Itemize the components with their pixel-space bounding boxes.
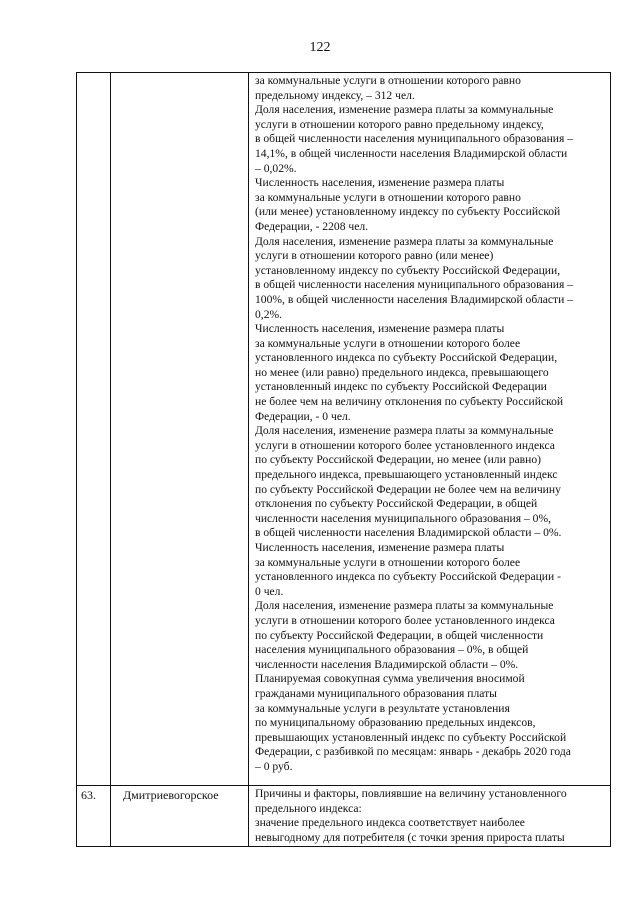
text-line: услуги в отношении которого равно предельному индексу, — [255, 117, 544, 131]
text-line: но менее (или равно) предельного индекса, превышающего — [255, 365, 549, 379]
text-line: Численность населения, изменение размера платы — [255, 322, 505, 336]
text-line: Федерации, - 2208 чел. — [255, 219, 369, 233]
text-line: в общей численности населения муниципального образования – — [255, 278, 574, 292]
text-line: – 0,02%. — [255, 161, 297, 175]
text-line: предельному индексу, – 312 чел. — [255, 88, 415, 102]
text-line: за коммунальные услуги в результате установления — [255, 701, 510, 715]
text-line: за коммунальные услуги в отношении которого равно — [255, 74, 521, 87]
text-line: за коммунальные услуги в отношении которого равно — [255, 190, 521, 204]
text-line: превышающих установленный индекс по субъекту Российской — [255, 730, 567, 744]
text-line: установленного индекса по субъекту Российской Федерации, — [255, 351, 558, 365]
description-cell — [249, 786, 611, 847]
text-line: за коммунальные услуги в отношении которого более — [255, 336, 521, 350]
text-line: по субъекту Российской Федерации, в общей численности — [255, 628, 544, 642]
text-line: Численность населения, изменение размера платы — [255, 176, 505, 190]
text-line: в общей численности населения муниципального образования – — [255, 132, 574, 146]
description-text — [249, 73, 610, 775]
text-line: услуги в отношении которого равно (или менее) — [255, 249, 494, 263]
text-line: Федерации, - 0 чел. — [255, 409, 351, 423]
municipality-cell: Дмитриевогорское — [111, 786, 249, 847]
description-text — [249, 786, 610, 845]
text-line: численности населения Владимирской области – 0%. — [255, 657, 519, 671]
text-line: 0 чел. — [255, 584, 284, 598]
text-line: не более чем на величину отклонения по субъекту Российской — [255, 395, 564, 409]
text-line: по субъекту Российской Федерации, но менее (или равно) — [255, 453, 541, 467]
text-line: отклонения по субъекту Российской Федерации, в общей — [255, 497, 538, 511]
municipal-index-table — [76, 72, 611, 847]
text-line: 100%, в общей численности населения Владимирской области – — [255, 292, 574, 306]
text-line: 14,1%, в общей численности населения Владимирской области — [255, 146, 568, 160]
text-line: населения муниципального образования – 0%, в общей — [255, 643, 529, 657]
text-line: – 0 руб. — [255, 759, 293, 773]
text-line: установленного индекса по субъекту Российской Федерации - — [255, 570, 561, 584]
text-line: невыгодному для потребителя (с точки зрения прироста платы — [255, 830, 565, 844]
table-row — [77, 786, 611, 847]
text-line: Федерации, с разбивкой по месяцам: январь - декабрь 2020 года — [255, 745, 571, 759]
text-line: услуги в отношении которого более установленного индекса — [255, 613, 555, 627]
text-line: за коммунальные услуги в отношении которого более — [255, 555, 521, 569]
text-line: установленному индексу по субъекту Российской Федерации, — [255, 263, 561, 277]
text-line: по муниципальному образованию предельных индексов, — [255, 716, 536, 730]
text-line: Доля населения, изменение размера платы за коммунальные — [255, 424, 554, 438]
text-line: 0,2%. — [255, 307, 283, 321]
row-index-cell: 63. — [77, 786, 111, 847]
text-line: в общей численности населения Владимирской области – 0%. — [255, 526, 562, 540]
text-line: Численность населения, изменение размера платы — [255, 541, 505, 554]
text-line: гражданами муниципального образования платы — [255, 686, 497, 700]
text-line: предельного индекса, превышающего установленный индекс — [255, 468, 558, 482]
table-row — [77, 73, 611, 786]
text-line: услуги в отношении которого более установленного индекса — [255, 438, 555, 452]
text-line: (или менее) установленному индексу по субъекту Российской — [255, 205, 561, 219]
text-line: Доля населения, изменение размера платы за коммунальные — [255, 234, 554, 248]
text-line: Доля населения, изменение размера платы за коммунальные — [255, 103, 554, 117]
description-cell — [249, 73, 611, 786]
text-line: предельного индекса: — [255, 801, 362, 815]
text-line: численности населения муниципального образования – 0%, — [255, 511, 552, 525]
text-line: значение предельного индекса соответствует наиболее — [255, 816, 525, 830]
text-line: Причины и факторы, повлиявшие на величину установленного — [255, 787, 567, 800]
text-line: Планируемая совокупная сумма увеличения вносимой — [255, 672, 525, 686]
text-line: по субъекту Российской Федерации не более чем на величину — [255, 482, 561, 496]
municipality-cell — [111, 73, 249, 786]
text-line: установленный индекс по субъекту Российской Федерации — [255, 380, 547, 394]
row-index-cell — [77, 73, 111, 786]
text-line: Доля населения, изменение размера платы за коммунальные — [255, 599, 554, 613]
page-number: 122 — [309, 40, 331, 55]
